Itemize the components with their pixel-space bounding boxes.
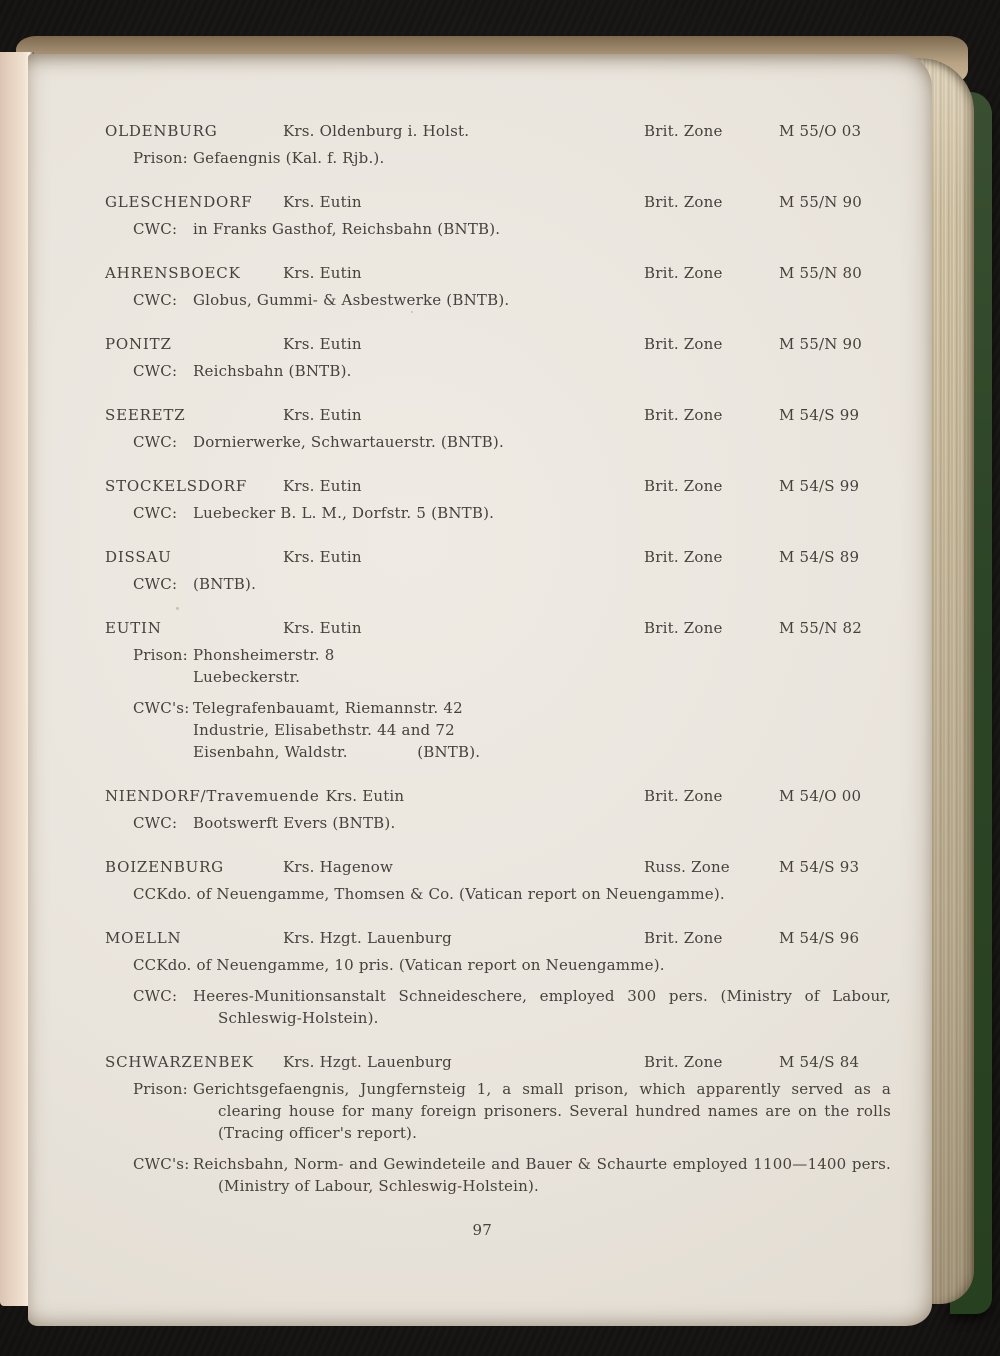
detail-label: Prison:	[133, 149, 188, 167]
entry-town: GLESCHENDORF	[105, 193, 253, 211]
entry-district: Krs. Eutin	[283, 335, 362, 353]
detail-paragraph: Gerichtsgefaengnis, Jungfernsteig 1, a small prison, which apparently served as a clearing house for many foreign prisoners. Several hundred names are on the rolls (Tracing officer's report).	[193, 1080, 891, 1142]
entry-zone: Brit. Zone	[644, 122, 723, 140]
entry-map-ref: M 54/S 93	[779, 858, 860, 876]
detail-line: in Franks Gasthof, Reichsbahn (BNTB).	[193, 220, 501, 238]
detail-row	[105, 360, 891, 382]
detail-content	[193, 218, 891, 240]
detail-label: CWC:	[133, 575, 178, 593]
entry-zone: Russ. Zone	[644, 858, 730, 876]
entry-map-ref: M 54/S 99	[779, 406, 860, 424]
entry-head	[105, 1051, 891, 1073]
detail-line: Luebeckerstr.	[193, 668, 301, 686]
entry-details	[105, 431, 891, 453]
entry-details	[105, 218, 891, 240]
entry-zone: Brit. Zone	[644, 548, 723, 566]
entry-town: STOCKELSDORF	[105, 477, 248, 495]
entry-head	[105, 404, 891, 426]
entry-district: Krs. Eutin	[283, 619, 362, 637]
entry	[105, 927, 891, 1029]
detail-label: CWC:	[133, 504, 178, 522]
detail-line: Bootswerft Evers (BNTB).	[193, 814, 396, 832]
detail-label: CWC:	[133, 291, 178, 309]
detail-content	[193, 1153, 891, 1197]
entry-zone: Brit. Zone	[644, 406, 723, 424]
detail-row	[105, 697, 891, 763]
entry-zone: Brit. Zone	[644, 929, 723, 947]
entry-district: Krs. Hagenow	[283, 858, 394, 876]
detail-content	[133, 883, 891, 905]
entry-map-ref: M 55/N 90	[779, 193, 863, 211]
entry-map-ref: M 55/N 82	[779, 619, 863, 637]
entry-map-ref: M 55/N 90	[779, 335, 863, 353]
detail-paragraph: CCKdo. of Neuengamme, 10 pris. (Vatican report on Neuengamme).	[133, 956, 665, 974]
entry-district: Krs. Eutin	[283, 193, 362, 211]
detail-line: Reichsbahn (BNTB).	[193, 362, 352, 380]
entry-town: SEERETZ	[105, 406, 186, 424]
detail-content	[193, 1078, 891, 1144]
entry-head	[105, 262, 891, 284]
detail-label: Prison:	[133, 646, 188, 664]
entry	[105, 475, 891, 524]
entry-details	[105, 147, 891, 169]
detail-row	[105, 1078, 891, 1144]
detail-row	[105, 147, 891, 169]
detail-content	[193, 573, 891, 595]
entry-town: PONITZ	[105, 335, 172, 353]
detail-paragraph: Reichsbahn, Norm- and Gewindeteile and Bauer & Schaurte employed 1100—1400 pers. (Ministry of Labour, Schleswig-Holstein).	[193, 1155, 891, 1195]
entry-head	[105, 785, 891, 807]
detail-row	[105, 431, 891, 453]
entry-details	[105, 644, 891, 763]
entry-district: Krs. Eutin	[283, 477, 362, 495]
entry-map-ref: M 54/S 84	[779, 1053, 860, 1071]
entry-details	[105, 573, 891, 595]
detail-label: CWC's:	[133, 1155, 190, 1173]
detail-line: Gefaengnis (Kal. f. Rjb.).	[193, 149, 385, 167]
detail-content	[193, 147, 891, 169]
entry	[105, 404, 891, 453]
detail-line: Eisenbahn, Waldstr. (BNTB).	[193, 743, 481, 761]
entry-district: Krs. Eutin	[283, 406, 362, 424]
entry	[105, 1051, 891, 1197]
detail-content	[133, 954, 891, 976]
entry-map-ref: M 54/S 96	[779, 929, 860, 947]
detail-line: Phonsheimerstr. 8	[193, 646, 335, 664]
entry-district: Krs. Oldenburg i. Holst.	[283, 122, 470, 140]
detail-row	[105, 1153, 891, 1197]
entry	[105, 617, 891, 763]
entry	[105, 785, 891, 834]
entry-town: NIENDORF/Travemuende	[105, 787, 320, 805]
detail-label: CWC's:	[133, 699, 190, 717]
detail-content	[193, 502, 891, 524]
entry-town: BOIZENBURG	[105, 858, 224, 876]
entry-zone: Brit. Zone	[644, 335, 723, 353]
entry-town: OLDENBURG	[105, 122, 218, 140]
entry-head	[105, 333, 891, 355]
detail-row	[105, 812, 891, 834]
entry-details	[105, 883, 891, 905]
entry-zone: Brit. Zone	[644, 477, 723, 495]
detail-content	[193, 360, 891, 382]
detail-line: Luebecker B. L. M., Dorfstr. 5 (BNTB).	[193, 504, 495, 522]
detail-row	[105, 954, 891, 976]
detail-row	[105, 502, 891, 524]
text-block	[105, 120, 891, 1241]
entry-district: Krs. Eutin	[325, 787, 405, 805]
entry-details	[105, 360, 891, 382]
entry-map-ref: M 55/O 03	[779, 122, 862, 140]
entry-zone: Brit. Zone	[644, 787, 723, 805]
book-page	[28, 54, 932, 1326]
entry-town: EUTIN	[105, 619, 162, 637]
entry-head	[105, 927, 891, 949]
detail-label: CWC:	[133, 362, 178, 380]
entry-district: Krs. Eutin	[283, 548, 362, 566]
entry-details	[105, 812, 891, 834]
detail-line: Dornierwerke, Schwartauerstr. (BNTB).	[193, 433, 504, 451]
entry-map-ref: M 55/N 80	[779, 264, 863, 282]
entry-map-ref: M 54/O 00	[779, 787, 862, 805]
entry-zone: Brit. Zone	[644, 264, 723, 282]
detail-content	[193, 289, 891, 311]
detail-line: (BNTB).	[193, 575, 257, 593]
entry-district: Krs. Hzgt. Lauenburg	[283, 1053, 452, 1071]
entry	[105, 546, 891, 595]
detail-line: Globus, Gummi- & Asbestwerke (BNTB).	[193, 291, 510, 309]
detail-row	[105, 218, 891, 240]
entry-head	[105, 120, 891, 142]
detail-row	[105, 883, 891, 905]
entry-town: MOELLN	[105, 929, 182, 947]
entry-head	[105, 475, 891, 497]
entry-map-ref: M 54/S 99	[779, 477, 860, 495]
entry	[105, 191, 891, 240]
entry-town: AHRENSBOECK	[105, 264, 241, 282]
detail-line: Industrie, Elisabethstr. 44 and 72	[193, 721, 455, 739]
detail-paragraph: Heeres-Munitionsanstalt Schneideschere, employed 300 pers. (Ministry of Labour, Schleswig-Holstein).	[193, 987, 891, 1027]
entry	[105, 333, 891, 382]
entry-zone: Brit. Zone	[644, 1053, 723, 1071]
entry-details	[105, 954, 891, 1029]
detail-label: CWC:	[133, 987, 178, 1005]
entry	[105, 120, 891, 169]
entry-details	[105, 1078, 891, 1197]
detail-row	[105, 289, 891, 311]
entry-district: Krs. Eutin	[283, 264, 362, 282]
entry-head	[105, 617, 891, 639]
detail-content	[193, 812, 891, 834]
detail-content	[193, 697, 891, 763]
entry-details	[105, 502, 891, 524]
detail-label: CWC:	[133, 814, 178, 832]
entry	[105, 856, 891, 905]
detail-line: Telegrafenbauamt, Riemannstr. 42	[193, 699, 463, 717]
detail-row	[105, 573, 891, 595]
entry-zone: Brit. Zone	[644, 619, 723, 637]
entry-head	[105, 546, 891, 568]
entry-map-ref: M 54/S 89	[779, 548, 860, 566]
detail-content	[193, 431, 891, 453]
entry-head	[105, 856, 891, 878]
entry-details	[105, 289, 891, 311]
detail-label: Prison:	[133, 1080, 188, 1098]
detail-label: CWC:	[133, 433, 178, 451]
detail-paragraph: CCKdo. of Neuengamme, Thomsen & Co. (Vatican report on Neuengamme).	[133, 885, 725, 903]
detail-content	[193, 644, 891, 688]
entry	[105, 262, 891, 311]
detail-label: CWC:	[133, 220, 178, 238]
entry-town: SCHWARZENBEK	[105, 1053, 254, 1071]
entry-zone: Brit. Zone	[644, 193, 723, 211]
detail-content	[193, 985, 891, 1029]
entry-town: DISSAU	[105, 548, 172, 566]
detail-row	[105, 644, 891, 688]
entry-head	[105, 191, 891, 213]
page-number: 97	[472, 1221, 493, 1239]
entry-district: Krs. Hzgt. Lauenburg	[283, 929, 452, 947]
detail-row	[105, 985, 891, 1029]
